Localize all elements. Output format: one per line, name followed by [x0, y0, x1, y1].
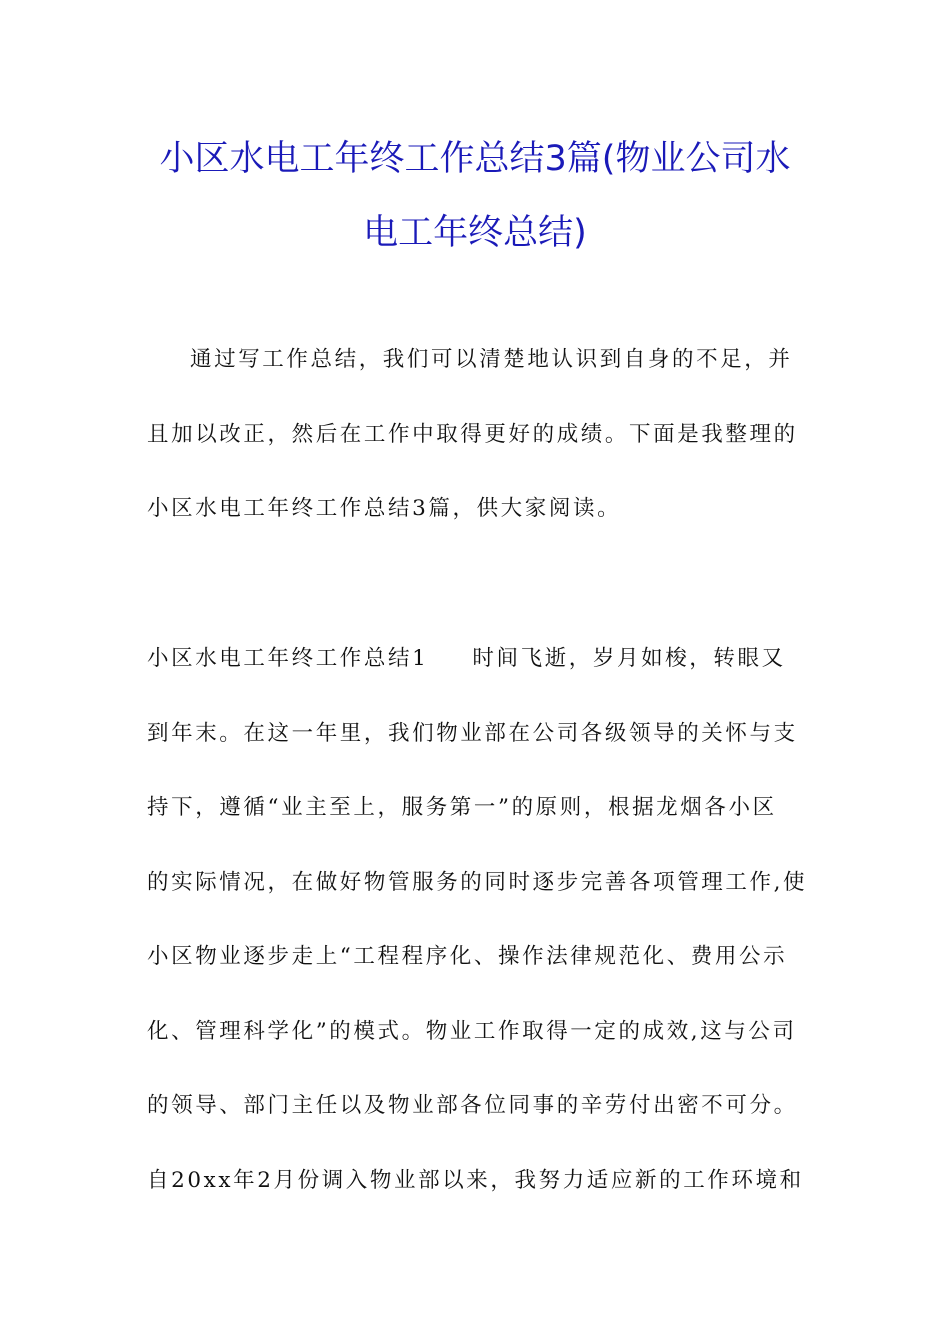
- title-line-2: 电工年终总结): [363, 213, 587, 253]
- section-1-first-line: [147, 622, 807, 697]
- section-1-line-2: 到年末。在这一年里，我们物业部在公司各级领导的关怀与支: [147, 720, 798, 746]
- intro-line-3: 小区水电工年终工作总结3篇，供大家阅读。: [147, 496, 622, 521]
- section-1-first-line-text: 时间飞逝，岁月如梭，转眼又: [472, 646, 786, 671]
- intro-paragraph: [147, 323, 807, 547]
- section-1-line-4: 的实际情况，在做好物管服务的同时逐步完善各项管理工作,使: [147, 869, 808, 895]
- document-title: [140, 122, 810, 270]
- intro-line-2: 且加以改正，然后在工作中取得更好的成绩。下面是我整理的: [147, 421, 798, 447]
- section-1-line-3: 持下，遵循“业主至上，服务第一”的原则，根据龙烟各小区: [147, 795, 777, 820]
- section-1-heading: 小区水电工年终工作总结1: [147, 646, 429, 671]
- section-1-line-5: 小区物业逐步走上“工程程序化、操作法律规范化、费用公示: [147, 944, 788, 969]
- section-1-line-8: 自20xx年2月份调入物业部以来，我努力适应新的工作环境和: [147, 1167, 804, 1193]
- intro-line-1: 通过写工作总结，我们可以清楚地认识到自身的不足，并: [190, 347, 793, 372]
- section-1-paragraph: [147, 622, 807, 1218]
- section-1-line-6: 化、管理科学化”的模式。物业工作取得一定的成效,这与公司: [147, 1018, 797, 1044]
- section-1-line-7: 的领导、部门主任以及物业部各位同事的辛劳付出密不可分。: [147, 1093, 798, 1118]
- title-line-1: 小区水电工年终工作总结3篇(物业公司水: [159, 139, 791, 179]
